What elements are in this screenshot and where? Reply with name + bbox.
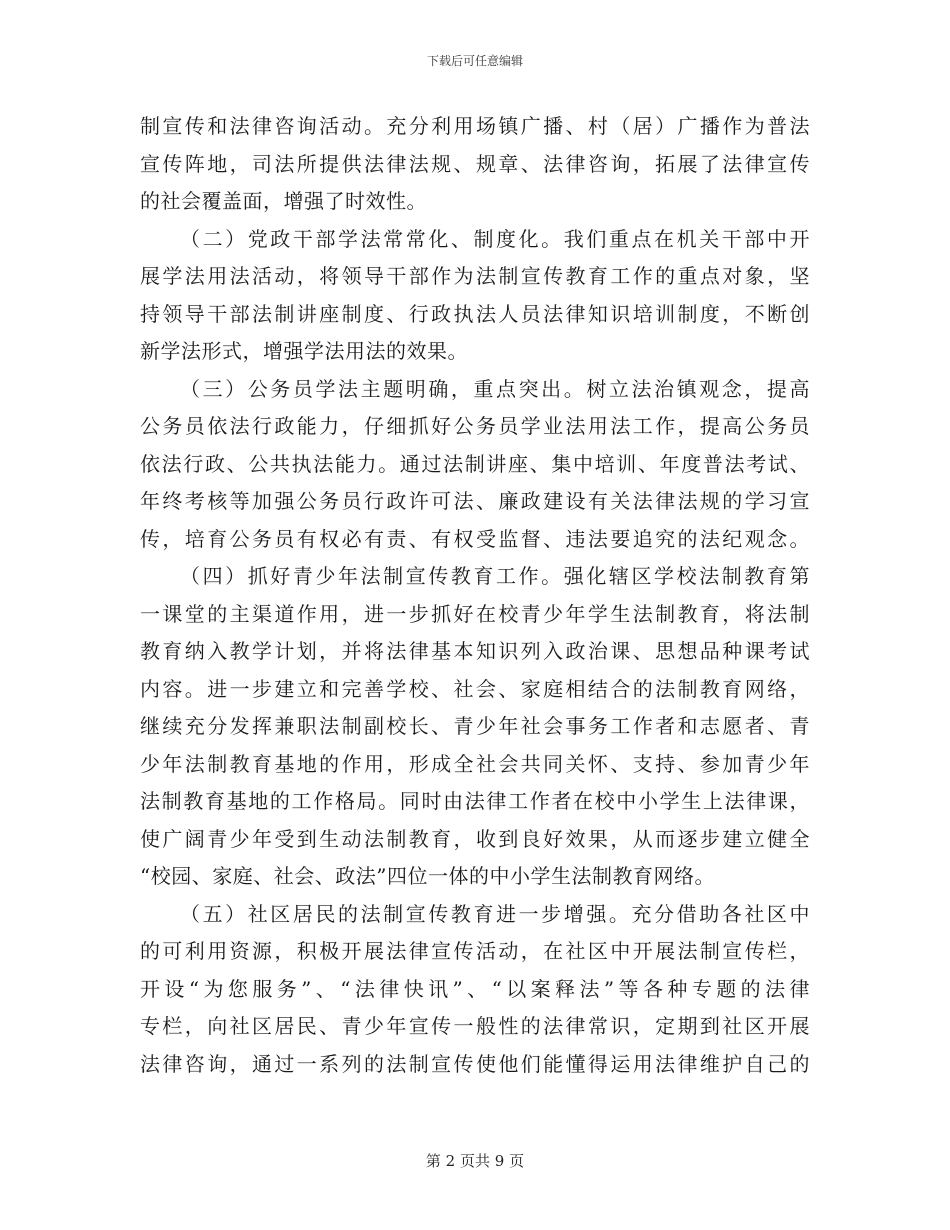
paragraph-line: 宣传阵地，司法所提供法律法规、规章、法律咨询，拓展了法律宣传 bbox=[140, 151, 810, 176]
paragraph-line: 新学法形式，增强学法用法的效果。 bbox=[140, 339, 468, 363]
paragraph-line: “校园、家庭、社会、政法”四位一体的中小学生法制教育网络。 bbox=[140, 864, 715, 888]
paragraph-first-line: （二）党政干部学法常常化、制度化。我们重点在机关干部中开 bbox=[180, 226, 810, 251]
paragraph-line: 依法行政、公共执法能力。通过法制讲座、集中培训、年度普法考试、 bbox=[140, 451, 810, 476]
paragraph-line: 教育纳入教学计划，并将法律基本知识列入政治课、思想品种课考试 bbox=[140, 639, 810, 663]
document-body bbox=[140, 108, 810, 1083]
paragraph-first-line: （五）社区居民的法制宣传教育进一步增强。充分借助各社区中 bbox=[180, 901, 810, 926]
paragraph-first-line: （三）公务员学法主题明确，重点突出。树立法治镇观念，提高 bbox=[180, 376, 810, 401]
paragraph-line: 开设“为您服务”、“法律快讯”、“以案释法”等各种专题的法律 bbox=[140, 976, 810, 1001]
paragraph-line: 传，培育公务员有权必有责、有权受监督、违法要追究的法纪观念。 bbox=[140, 526, 810, 551]
paragraph-line: 使广阔青少年受到生动法制教育，收到良好效果，从而逐步建立健全 bbox=[140, 826, 810, 851]
paragraph-line: 一课堂的主渠道作用，进一步抓好在校青少年学生法制教育，将法制 bbox=[140, 601, 810, 626]
paragraph-first-line: （四）抓好青少年法制宣传教育工作。强化辖区学校法制教育第 bbox=[180, 564, 810, 588]
paragraph-line: 继续充分发挥兼职法制副校长、青少年社会事务工作者和志愿者、青 bbox=[140, 714, 810, 738]
paragraph-line: 制宣传和法律咨询活动。充分利用场镇广播、村（居）广播作为普法 bbox=[140, 114, 810, 138]
paragraph-line: 公务员依法行政能力，仔细抓好公务员学业法用法工作，提高公务员 bbox=[140, 414, 810, 438]
page-header: 下载后可任意编辑 bbox=[426, 54, 523, 68]
paragraph-line: 内容。进一步建立和完善学校、社会、家庭相结合的法制教育网络， bbox=[140, 676, 810, 701]
paragraph-line: 年终考核等加强公务员行政许可法、廉政建设有关法律法规的学习宣 bbox=[140, 489, 810, 513]
paragraph-line: 持领导干部法制讲座制度、行政执法人员法律知识培训制度，不断创 bbox=[140, 301, 810, 326]
paragraph-line: 法律咨询，通过一系列的法制宣传使他们能懂得运用法律维护自己的 bbox=[140, 1051, 810, 1076]
paragraph-line: 的可利用资源，积极开展法律宣传活动，在社区中开展法制宣传栏， bbox=[140, 939, 810, 963]
paragraph-line: 专栏，向社区居民、青少年宣传一般性的法律常识，定期到社区开展 bbox=[140, 1014, 810, 1038]
paragraph-line: 少年法制教育基地的作用，形成全社会共同关怀、支持、参加青少年 bbox=[140, 751, 810, 776]
paragraph-line: 的社会覆盖面，增强了时效性。 bbox=[140, 189, 427, 213]
paragraph-line: 法制教育基地的工作格局。同时由法律工作者在校中小学生上法律课， bbox=[140, 789, 810, 813]
page-number-footer: 第 2 页共 9 页 bbox=[425, 1152, 525, 1170]
paragraph-line: 展学法用法活动，将领导干部作为法制宣传教育工作的重点对象，坚 bbox=[140, 264, 810, 288]
